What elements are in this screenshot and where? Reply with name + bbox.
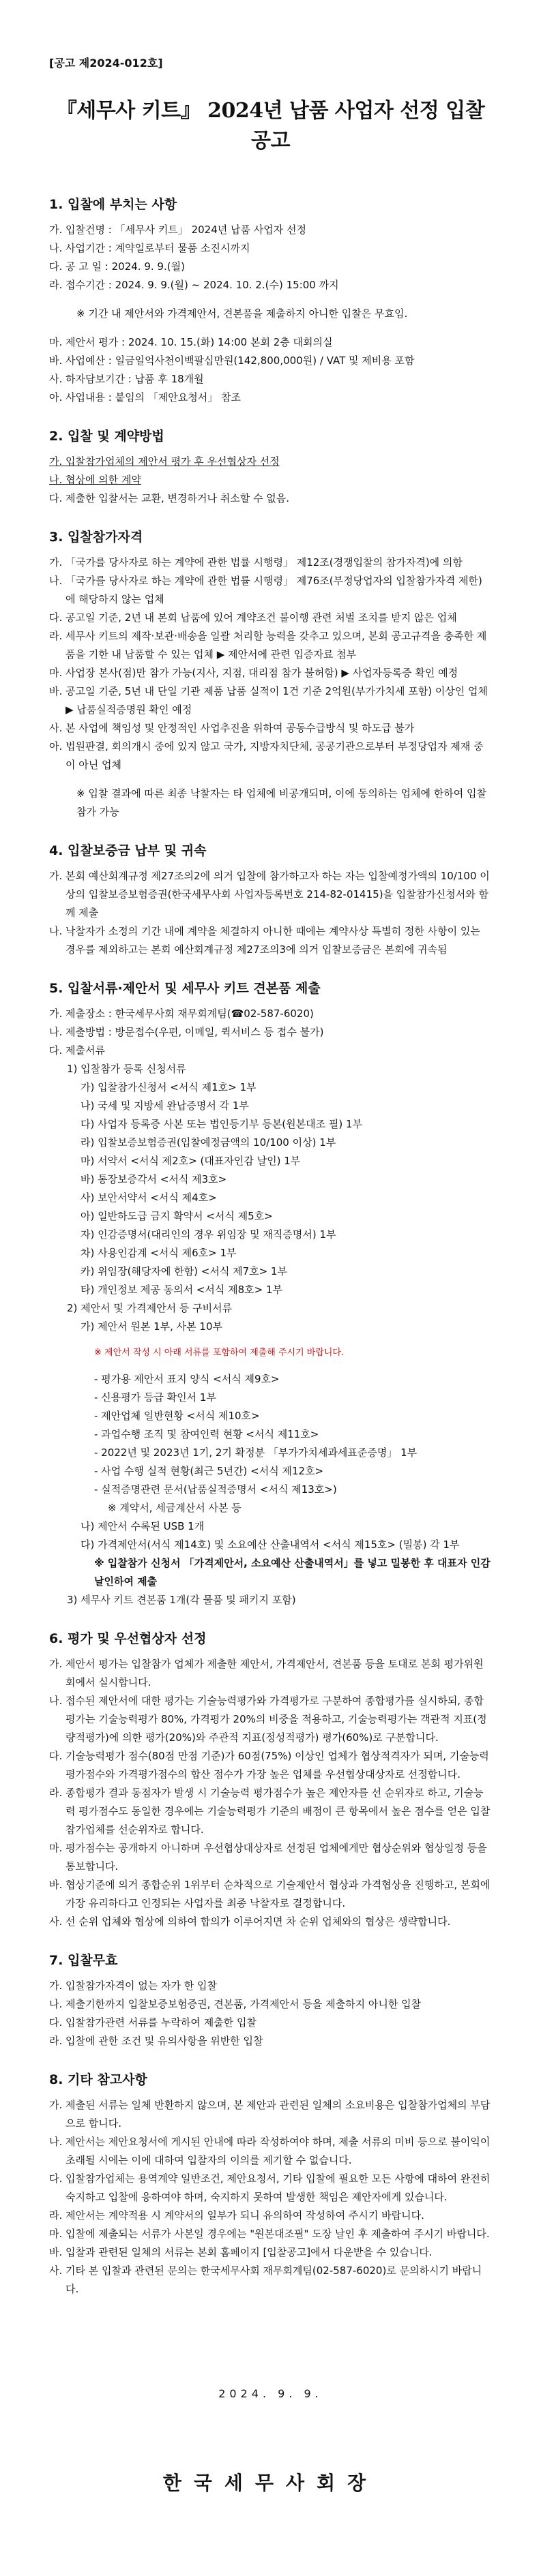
proposal-doc-item: - 평가용 제안서 표지 양식 <서식 제9호> — [94, 1373, 280, 1385]
proposal-doc-item: - 과업수행 조직 및 참여인력 현황 <서식 제11호> — [94, 1428, 319, 1440]
price-proposal-note: ※ 입찰참가 신청서 「가격제안서, 소요예산 산출내역서」를 넣고 밀봉한 후 대표자 인감 날인하여 제출 — [94, 1557, 491, 1588]
section-bid-items — [49, 194, 492, 407]
proposal-copies: 가) 제안서 원본 1부, 사본 10부 — [81, 1320, 222, 1333]
item-receipt-period: 라. 접수기간 : 2024. 9. 9.(월) ~ 2024. 10. 2.(수) 15:00 까지 — [49, 279, 339, 291]
section-bid-bond — [49, 840, 492, 959]
item-project-period: 나. 사업기간 : 계약일로부터 물품 소진시까지 — [49, 242, 250, 254]
qualification-item: 아. 법원판결, 회의개시 중에 있지 않고 국가, 지방자치단체, 공공기관으로부터 부정당업자 제재 중이 아닌 업체 — [49, 740, 484, 771]
evaluation-item: 바. 협상기준에 의거 종합순위 1위부터 순차적으로 기술제안서 협상과 가격협상을 진행하고, 본회에 가장 유리하다고 인정되는 사업자를 최종 낙찰자로 결정합니다. — [49, 1879, 491, 1909]
section-qualification — [49, 527, 492, 821]
submission-method: 나. 제출방법 : 방문접수(우편, 이메일, 퀵서비스 등 접수 불가) — [49, 1026, 324, 1038]
registration-doc-item: 자) 인감증명서(대리인의 경우 위임장 및 재직증명서) 1부 — [81, 1228, 336, 1241]
proposal-doc-item: - 사업 수행 실적 현황(최근 5년간) <서식 제12호> — [94, 1465, 324, 1477]
item-evaluation-method: 가. 입찰참가업체의 제안서 평가 후 우선협상자 선정 — [49, 455, 280, 468]
note-item: 가. 제출된 서류는 일체 반환하지 않으며, 본 제안과 관련된 일체의 소요비용은 입찰참가업체의 부담으로 합니다. — [49, 2099, 491, 2130]
receipt-note: ※ 기간 내 제안서와 가격제안서, 견본품을 제출하지 아니한 입찰은 무효임. — [76, 307, 408, 320]
item-no-change: 다. 제출한 입찰서는 교환, 변경하거나 취소할 수 없음. — [49, 492, 289, 504]
section-title: 3. 입찰참가자격 — [49, 530, 143, 545]
section-title: 4. 입찰보증금 납부 및 귀속 — [49, 843, 207, 858]
notice-number: [공고 제2024-012호] — [49, 57, 163, 70]
proposal-doc-item: - 신용평가 등급 확인서 1부 — [94, 1391, 216, 1404]
registration-doc-item: 사) 보안서약서 <서식 제4호> — [81, 1192, 217, 1204]
section-notes — [49, 2070, 492, 2299]
registration-doc-item: 차) 사용인감계 <서식 제6호> 1부 — [81, 1247, 237, 1259]
qualification-item: 마. 사업장 본사(점)만 참가 가능(지사, 지점, 대리점 참가 불허함) ▶ 사업자등록증 확인 예정 — [49, 667, 458, 679]
registration-doc-item: 카) 위임장(해당자에 한함) <서식 제7호> 1부 — [81, 1265, 287, 1277]
notice-title: 『세무사 키트』 2024년 납품 사업자 선정 입찰 공고 — [56, 99, 485, 153]
qualification-item: 가. 「국가를 당사자로 하는 계약에 관한 법률 시행령」 제12조(경쟁입찰의 참가자격)에 의함 — [49, 556, 463, 569]
evaluation-item: 마. 평가점수는 공개하지 아니하며 우선협상대상자로 선정된 업체에게만 협상순위와 협상일정 등을 통보합니다. — [49, 1842, 487, 1873]
proposal-doc-item: - 제안업체 일반현황 <서식 제10호> — [94, 1410, 260, 1422]
item-warranty: 사. 하자담보기간 : 납품 후 18개월 — [49, 373, 204, 385]
section-evaluation — [49, 1628, 492, 1931]
registration-doc-item: 바) 통장보증각서 <서식 제3호> — [81, 1173, 227, 1185]
qualification-item: 나. 「국가를 당사자로 하는 계약에 관한 법률 시행령」 제76조(부정당업자의 입찰참가자격 제한)에 해당하지 않는 업체 — [49, 575, 482, 605]
section-title: 6. 평가 및 우선협상자 선정 — [49, 1631, 207, 1646]
proposal-doc-item: - 2022년 및 2023년 1기, 2기 확정분 「부가가치세과세표준증명」 1부 — [94, 1446, 418, 1459]
invalid-item: 나. 제출기한까지 입찰보증보험증권, 견본품, 가격제안서 등을 제출하지 아니한 입찰 — [49, 1998, 422, 2010]
registration-doc-item: 아) 일반하도급 금지 확약서 <서식 제5호> — [81, 1210, 273, 1222]
registration-doc-item: 타) 개인정보 제공 동의서 <서식 제8호> 1부 — [81, 1284, 283, 1296]
evaluation-item: 라. 종합평가 결과 동점자가 발생 시 기술능력 평가점수가 높은 제안자를 선 순위자로 하고, 기술능력 평가점수도 동일한 경우에는 기술능력평가 기준의 배점이 큰 항목에서 높은 점수를 얻은 입찰참가업체를 선순위자로 합니다. — [49, 1787, 491, 1836]
note-item: 나. 제안서는 제안요청서에 게시된 안내에 따라 작성하여야 하며, 제출 서류의 미비 등으로 불이익이 초래될 시에는 이에 대하여 입찰자의 이의를 제기할 수 없습니다. — [49, 2136, 491, 2166]
qualification-item: 라. 세무사 키트의 제작·보관·배송을 일괄 처리할 능력을 갖추고 있으며, 본회 공고규격을 충족한 제품을 기한 내 납품할 수 있는 업체 ▶ 제안서에 관련 입증자료 첨부 — [49, 630, 487, 661]
qualification-item: 사. 본 사업에 책임성 및 안정적인 사업추진을 위하여 공동수급방식 및 하도급 불가 — [49, 722, 415, 734]
section-title: 8. 기타 참고사항 — [49, 2072, 147, 2087]
item-budget: 바. 사업예산 : 일금일억사천이백팔십만원(142,800,000원) / VAT 및 제비용 포함 — [49, 354, 415, 367]
section-submission — [49, 978, 492, 1609]
evaluation-item: 다. 기술능력평가 점수(80점 만점 기준)가 60점(75%) 이상인 업체가 협상적격자가 되며, 기술능력평가점수와 가격평가점수의 합산 점수가 가장 높은 업체를 우선협상대상자로 선정합니다. — [49, 1750, 489, 1781]
section-bid-method — [49, 426, 492, 508]
qualification-item: 바. 공고일 기준, 5년 내 단일 기관 제품 납품 실적이 1건 기준 2억원(부가가치세 포함) 이상인 업체 ▶ 납품실적증명원 확인 예정 — [49, 685, 488, 716]
item-bid-name: 가. 입찰건명 : 「세무사 키트」 2024년 납품 사업자 선정 — [49, 224, 306, 236]
price-proposal: 다) 가격제안서(서식 제14호) 및 소요예산 산출내역서 <서식 제15호> (밀봉) 각 1부 — [81, 1539, 460, 1551]
registration-doc-item: 라) 입찰보증보험증권(입찰예정금액의 10/100 이상) 1부 — [81, 1136, 336, 1149]
note-item: 마. 입찰에 제출되는 서류가 사본일 경우에는 "원본대조필" 도장 날인 후 제출하여 주시기 바랍니다. — [49, 2228, 490, 2240]
invalid-item: 라. 입찰에 관한 조건 및 유의사항을 위반한 입찰 — [49, 2035, 263, 2047]
issuer-name: 한국세무사회장 — [162, 2472, 379, 2494]
evaluation-item: 나. 접수된 제안서에 대한 평가는 기술능력평가와 가격평가로 구분하여 종합평가를 실시하되, 종합평가는 기술능력평가 80%, 가격평가 20%의 비중을 적용하고, 기술능력평가는 객관적 지표(정량적평가)에 의한 평가(20%)와 주관적 지표(정성적평가) 평가(60%)로 구분합니다. — [49, 1695, 487, 1744]
proposal-note: ※ 제안서 작성 시 아래 서류를 포함하여 제출해 주시기 바랍니다. — [94, 1348, 345, 1358]
section-invalid-bid — [49, 1950, 492, 2050]
evaluation-item: 가. 제안서 평가는 입찰참가 업체가 제출한 제안서, 가격제안서, 견본품 등을 토대로 본회 평가위원회에서 실시합니다. — [49, 1658, 484, 1688]
proposal-doc-item: - 실적증명관련 문서(납품실적증명서 <서식 제13호>) — [94, 1483, 337, 1496]
invalid-item: 다. 입찰참가관련 서류를 누락하여 제출한 입찰 — [49, 2016, 257, 2029]
proposal-doc-list — [49, 1370, 492, 1499]
note-item: 사. 기타 본 입찰과 관련된 문의는 한국세무사회 재무회계팀(02-587-6020)로 문의하시기 바랍니다. — [49, 2264, 482, 2295]
registration-doc-item: 나) 국세 및 지방세 완납증명서 각 1부 — [81, 1100, 249, 1112]
registration-doc-item: 다) 사업자 등록증 사본 또는 법인등기부 등본(원본대조 필) 1부 — [81, 1118, 363, 1130]
proposal-doc-note: ※ 계약서, 세금계산서 사본 등 — [108, 1502, 242, 1514]
bond-item: 나. 낙찰자가 소정의 기간 내에 계약을 체결하지 아니한 때에는 계약사상 특별히 정한 사항이 있는 경우를 제외하고는 본회 예산회계규정 제27조의3에 의거 입찰보증금은 본회에 귀속됨 — [49, 925, 480, 956]
notice-date: 2024. 9. 9. — [218, 2387, 323, 2400]
registration-doc-item: 가) 입찰참가신청서 <서식 제1호> 1부 — [81, 1081, 257, 1093]
bond-item: 가. 본회 예산회계규정 제27조의2에 의거 입찰에 참가하고자 하는 자는 입찰예정가액의 10/100 이상의 입찰보증보험증권(한국세무사회 사업자등록번호 214-82-01415)을 입찰참가신청서와 함께 제출 — [49, 870, 490, 919]
registration-doc-list — [49, 1078, 492, 1299]
section-title: 7. 입찰무효 — [49, 1953, 118, 1968]
section-title: 5. 입찰서류·제안서 및 세무사 키트 견본품 제출 — [49, 981, 321, 996]
evaluation-item: 사. 선 순위 업체와 협상에 의하여 합의가 이루어지면 차 순위 업체와의 협상은 생략합니다. — [49, 1915, 451, 1928]
sample-kit: 3) 세무사 키트 견본품 1개(각 물품 및 패키지 포함) — [67, 1594, 296, 1606]
submission-documents: 다. 제출서류 — [49, 1044, 105, 1057]
proposal-usb: 나) 제안서 수록된 USB 1개 — [81, 1520, 205, 1532]
note-item: 바. 입찰과 관련된 일체의 서류는 본회 홈페이지 [입찰공고]에서 다운받을 수 있습니다. — [49, 2246, 433, 2258]
qualification-note: ※ 입찰 결과에 따른 최종 낙찰자는 타 업체에 비공개되며, 이에 동의하는 업체에 한하여 입찰 참가 가능 — [76, 787, 486, 818]
registration-doc-item: 마) 서약서 <서식 제2호> (대표자인감 날인) 1부 — [81, 1155, 301, 1167]
submission-place: 가. 제출장소 : 한국세무사회 재무회계팀(☎02-587-6020) — [49, 1007, 314, 1020]
invalid-item: 가. 입찰참가자격이 없는 자가 한 입찰 — [49, 1980, 217, 1992]
section-title: 1. 입찰에 부치는 사항 — [49, 197, 177, 212]
item-project-content: 아. 사업내용 : 붙임의 「제안요청서」 참조 — [49, 391, 242, 404]
qualification-item: 다. 공고일 기준, 2년 내 본회 납품에 있어 계약조건 불이행 관련 처벌 조치를 받지 않은 업체 — [49, 611, 457, 624]
item-contract-method: 나. 협상에 의한 계약 — [49, 474, 141, 486]
note-item: 라. 제안서는 계약적용 시 계약서의 일부가 되니 유의하여 작성하여 주시기 바랍니다. — [49, 2209, 424, 2222]
doc-group-proposal: 2) 제안서 및 가격제안서 등 구비서류 — [67, 1302, 233, 1314]
item-notice-date: 다. 공 고 일 : 2024. 9. 9.(월) — [49, 260, 185, 273]
note-item: 다. 입찰참가업체는 용역계약 일반조건, 제안요청서, 기타 입찰에 필요한 모든 사항에 대하여 완전히 숙지하고 입찰에 응하여야 하며, 숙지하지 못하여 발생한 책임은 제안자에게 있습니다. — [49, 2172, 491, 2203]
section-title: 2. 입찰 및 계약방법 — [49, 429, 164, 444]
doc-group-registration: 1) 입찰참가 등록 신청서류 — [67, 1063, 186, 1075]
item-proposal-evaluation: 마. 제안서 평가 : 2024. 10. 15.(화) 14:00 본회 2층 대회의실 — [49, 336, 333, 348]
